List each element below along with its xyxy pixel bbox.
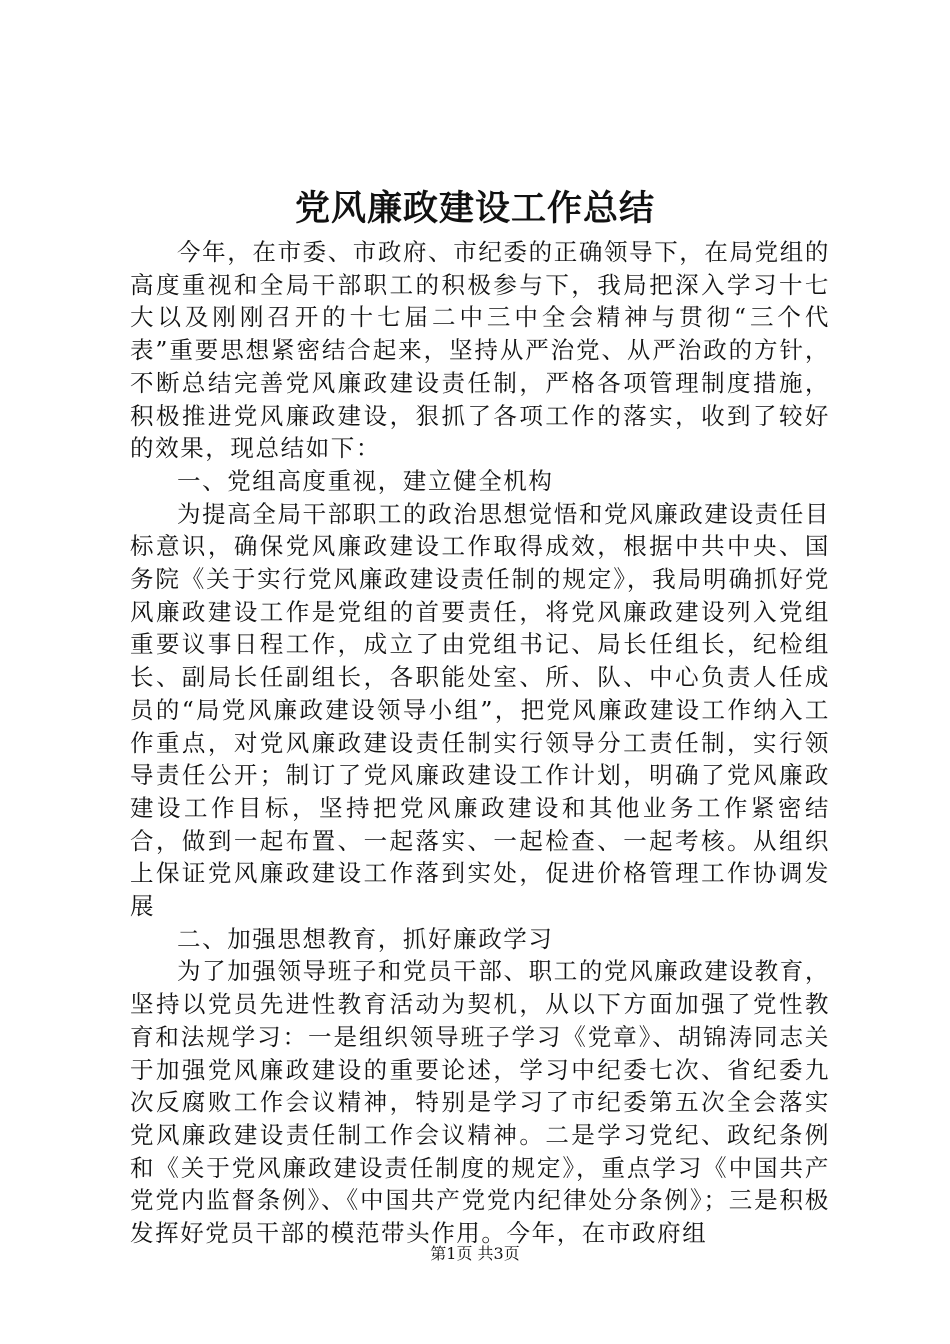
section-heading-2: 二、加强思想教育，抓好廉政学习 <box>177 924 554 953</box>
page-number-footer: 第1页 共3页 <box>430 1244 520 1263</box>
section-1-paragraph: 为提高全局干部职工的政治思想觉悟和党风廉政建设责任目标意识，确保党风廉政建设工作取得成效，根据中共中央、国务院《关于实行党风廉政建设责任制的规定》，我局明确抓好党风廉政建设工作是党组的首要责任，将党风廉政建设列入党组重要议事日程工作，成立了由党组书记、局长任组长，纪检组长、副局长任副组长，各职能处室、所、队、中心负责人任成员的“局党风廉政建设领导小组”，把党风廉政建设工作纳入工作重点，对党风廉政建设责任制实行领导分工责任制，实行领导责任公开；制订了党风廉政建设工作计划，明确了党风廉政建设工作目标，坚持把党风廉政建设和其他业务工作紧密结合，做到一起布置、一起落实、一起检查、一起考核。从组织上保证党风廉政建设工作落到实处，促进价格管理工作协调发展 <box>130 499 830 921</box>
document-title: 党风廉政建设工作总结 <box>294 188 655 229</box>
document-body <box>130 236 830 1250</box>
section-2-paragraph: 为了加强领导班子和党员干部、职工的党风廉政建设教育，坚持以党员先进性教育活动为契机，从以下方面加强了党性教育和法规学习：一是组织领导班子学习《党章》、胡锦涛同志关于加强党风廉政建设的重要论述，学习中纪委七次、省纪委九次反腐败工作会议精神，特别是学习了市纪委第五次全会落实党风廉政建设责任制工作会议精神。二是学习党纪、政纪条例和《关于党风廉政建设责任制度的规定》，重点学习《中国共产党党内监督条例》、《中国共产党党内纪律处分条例》；三是积极发挥好党员干部的模范带头作用。今年，在市政府组 <box>130 957 830 1248</box>
intro-paragraph: 今年，在市委、市政府、市纪委的正确领导下，在局党组的高度重视和全局干部职工的积极参与下，我局把深入学习十七大以及刚刚召开的十七届二中三中全会精神与贯彻“三个代表”重要思想紧密结合起来，坚持从严治党、从严治政的方针，不断总结完善党风廉政建设责任制，严格各项管理制度措施，积极推进党风廉政建设，狠抓了各项工作的落实，收到了较好的效果，现总结如下： <box>130 238 830 463</box>
section-heading-1: 一、党组高度重视，建立健全机构 <box>177 466 554 495</box>
